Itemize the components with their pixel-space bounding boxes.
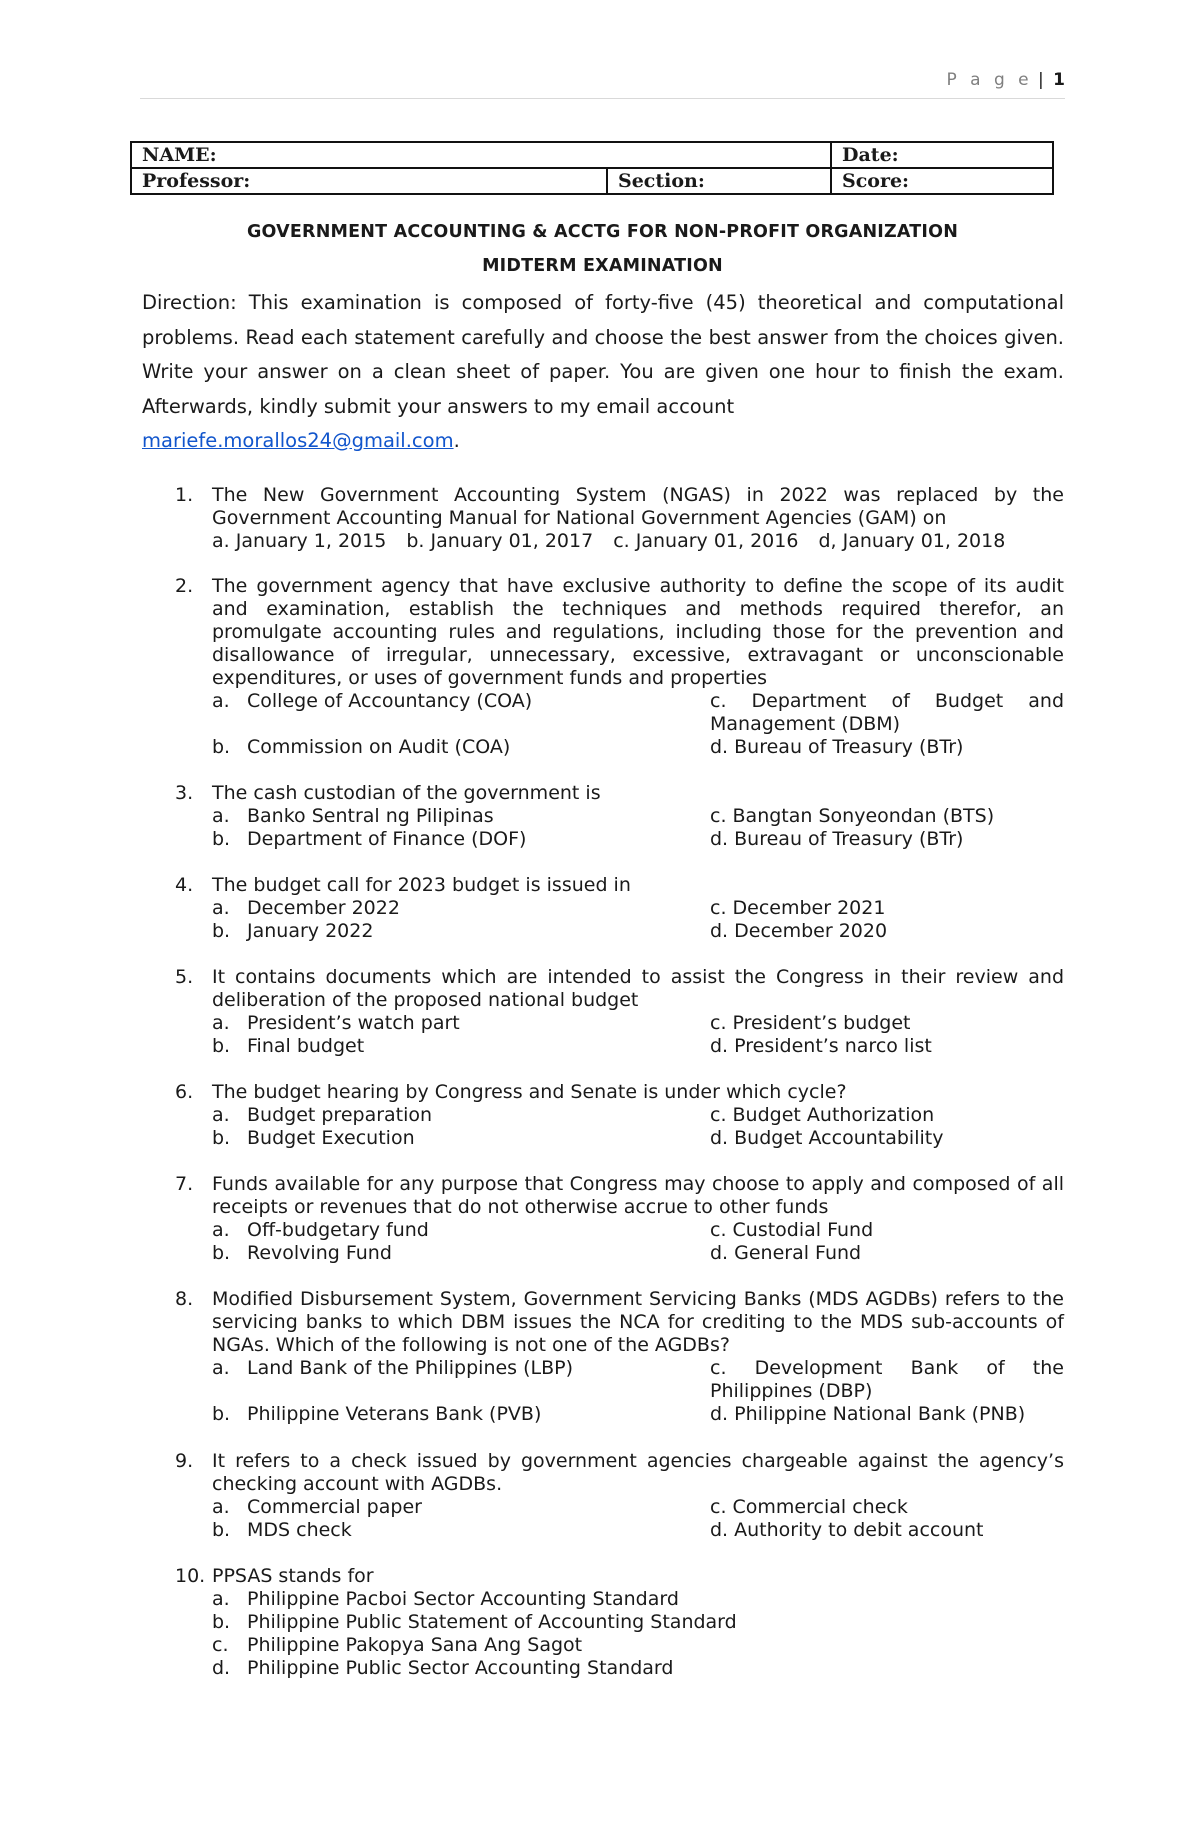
question-stem: Modified Disbursement System, Government Servicing Banks (MDS AGDBs) refers to the servicing banks to which DBM issues the NCA for crediting to the MDS sub-accounts of NGAs. Which of the following is not one of the AGDBs?	[212, 1288, 1064, 1356]
question-10	[175, 1565, 1064, 1680]
question-number: 6.	[175, 1081, 194, 1103]
direction-paragraph	[142, 286, 1064, 459]
question-9	[175, 1450, 1064, 1542]
page-number: 1	[1053, 70, 1065, 90]
option-a[interactable]: a. Philippine Pacboi Sector Accounting Standard	[212, 1588, 679, 1610]
option-b[interactable]: b. Final budget	[212, 1035, 365, 1057]
option-d[interactable]: d. General Fund	[710, 1242, 862, 1264]
question-number: 4.	[175, 874, 194, 896]
option-a[interactable]: a. President’s watch part	[212, 1012, 460, 1034]
option-b[interactable]: b. Budget Execution	[212, 1127, 415, 1149]
answer-options	[212, 1496, 1064, 1542]
question-number: 9.	[175, 1450, 194, 1472]
student-info-table	[130, 141, 1054, 195]
option-a[interactable]: a. College of Accountancy (COA)	[212, 690, 533, 712]
question-stem: PPSAS stands for	[212, 1565, 374, 1587]
option-b[interactable]: b. Revolving Fund	[212, 1242, 392, 1264]
option-b[interactable]: b. Commission on Audit (COA)	[212, 736, 511, 758]
option-c[interactable]: c. Philippine Pakopya Sana Ang Sagot	[212, 1634, 583, 1656]
option-d[interactable]: d. President’s narco list	[710, 1035, 932, 1057]
option-c[interactable]: c. Budget Authorization	[710, 1104, 935, 1126]
option-d[interactable]: d. Philippine National Bank (PNB)	[710, 1403, 1026, 1425]
option-c[interactable]: c. President’s budget	[710, 1012, 911, 1034]
question-stem: The budget call for 2023 budget is issued in	[212, 874, 631, 896]
option-a[interactable]: a. December 2022	[212, 897, 400, 919]
option-d[interactable]: d. Philippine Public Sector Accounting Standard	[212, 1657, 674, 1679]
question-4	[175, 874, 1064, 943]
option-b[interactable]: b. Philippine Public Statement of Accounting Standard	[212, 1611, 737, 1633]
option-a[interactable]: a. Budget preparation	[212, 1104, 433, 1126]
option-a[interactable]: a. Land Bank of the Philippines (LBP)	[212, 1357, 574, 1379]
question-2	[175, 575, 1064, 759]
answer-options	[212, 530, 1064, 553]
page-separator: |	[1038, 70, 1044, 90]
question-5	[175, 966, 1064, 1058]
professor-field[interactable]: Professor:	[131, 168, 607, 194]
question-stem: The cash custodian of the government is	[212, 782, 601, 804]
option-c[interactable]: c. Custodial Fund	[710, 1219, 874, 1241]
date-field[interactable]: Date:	[831, 142, 1053, 168]
question-stem: The government agency that have exclusive authority to define the scope of its audit and examination, establish the techniques and methods required therefor, an promulgate accounting rules and regulations, including those for the prevention and disallowance of irregular, unnecessary, excessive, extravagant or unconscionable expenditures, or uses of government funds and properties	[212, 575, 1064, 689]
option-a[interactable]: a. Banko Sentral ng Pilipinas	[212, 805, 494, 827]
question-stem: It contains documents which are intended to assist the Congress in their review and deliberation of the proposed national budget	[212, 966, 1064, 1011]
option-a[interactable]: a. Off-budgetary fund	[212, 1219, 429, 1241]
option-c[interactable]: c. Commercial check	[710, 1496, 908, 1518]
option-d[interactable]: d, January 01, 2018	[818, 530, 1006, 552]
question-stem: Funds available for any purpose that Congress may choose to apply and composed of all receipts or revenues that do not otherwise accrue to other funds	[212, 1173, 1064, 1218]
option-d[interactable]: d. Authority to debit account	[710, 1519, 984, 1541]
question-number: 5.	[175, 966, 194, 988]
option-b[interactable]: b. Philippine Veterans Bank (PVB)	[212, 1403, 542, 1425]
question-number: 1.	[175, 484, 194, 506]
option-d[interactable]: d. Bureau of Treasury (BTr)	[710, 736, 964, 758]
section-field[interactable]: Section:	[607, 168, 831, 194]
question-8	[175, 1288, 1064, 1426]
question-3	[175, 782, 1064, 851]
question-stem: The budget hearing by Congress and Senate is under which cycle?	[212, 1081, 847, 1103]
direction-period: .	[453, 429, 460, 452]
question-stem: It refers to a check issued by government agencies chargeable against the agency’s checking account with AGDBs.	[212, 1450, 1064, 1495]
option-c[interactable]: c. Bangtan Sonyeondan (BTS)	[710, 805, 995, 827]
answer-options	[212, 690, 1064, 759]
question-number: 3.	[175, 782, 194, 804]
page-header	[140, 70, 1065, 99]
option-b[interactable]: b. January 2022	[212, 920, 374, 942]
option-a[interactable]: a. January 1, 2015	[212, 530, 387, 552]
option-d[interactable]: d. Bureau of Treasury (BTr)	[710, 828, 964, 850]
option-b[interactable]: b. Department of Finance (DOF)	[212, 828, 527, 850]
question-1	[175, 484, 1064, 553]
option-a[interactable]: a. Commercial paper	[212, 1496, 422, 1518]
question-number: 7.	[175, 1173, 194, 1195]
answer-options	[212, 1104, 1064, 1150]
answer-options	[212, 1012, 1064, 1058]
score-field[interactable]: Score:	[831, 168, 1053, 194]
course-title: GOVERNMENT ACCOUNTING & ACCTG FOR NON-PROFIT ORGANIZATION	[246, 222, 959, 242]
exam-title: MIDTERM EXAMINATION	[482, 256, 723, 276]
question-stem: The New Government Accounting System (NGAS) in 2022 was replaced by the Government Accounting Manual for National Government Agencies (GAM) on	[212, 484, 1064, 529]
question-6	[175, 1081, 1064, 1150]
direction-text: Direction: This examination is composed of forty-five (45) theoretical and computational problems. Read each statement carefully and choose the best answer from the choices given. Write your answer on a clean sheet of paper. You are given one hour to finish the exam. Afterwards, kindly submit your answers to my email account	[142, 291, 1064, 418]
option-c[interactable]: c. Department of Budget and Management (DBM)	[710, 690, 1064, 735]
question-number: 2.	[175, 575, 194, 597]
option-d[interactable]: d. December 2020	[710, 920, 888, 942]
answer-options	[212, 1588, 1064, 1680]
answer-options	[212, 1357, 1064, 1426]
answer-options	[212, 897, 1064, 943]
page-label: P a g e	[946, 70, 1033, 90]
option-d[interactable]: d. Budget Accountability	[710, 1127, 944, 1149]
email-link[interactable]: mariefe.morallos24@gmail.com	[142, 429, 454, 452]
answer-options	[212, 1219, 1064, 1265]
name-field[interactable]: NAME:	[131, 142, 831, 168]
option-b[interactable]: b. January 01, 2017	[406, 530, 594, 552]
option-c[interactable]: c. January 01, 2016	[613, 530, 799, 552]
option-b[interactable]: b. MDS check	[212, 1519, 352, 1541]
option-c[interactable]: c. December 2021	[710, 897, 886, 919]
answer-options	[212, 805, 1064, 851]
question-7	[175, 1173, 1064, 1265]
option-c[interactable]: c. Development Bank of the Philippines (DBP)	[710, 1357, 1064, 1402]
question-number: 10.	[175, 1565, 206, 1587]
question-number: 8.	[175, 1288, 194, 1310]
